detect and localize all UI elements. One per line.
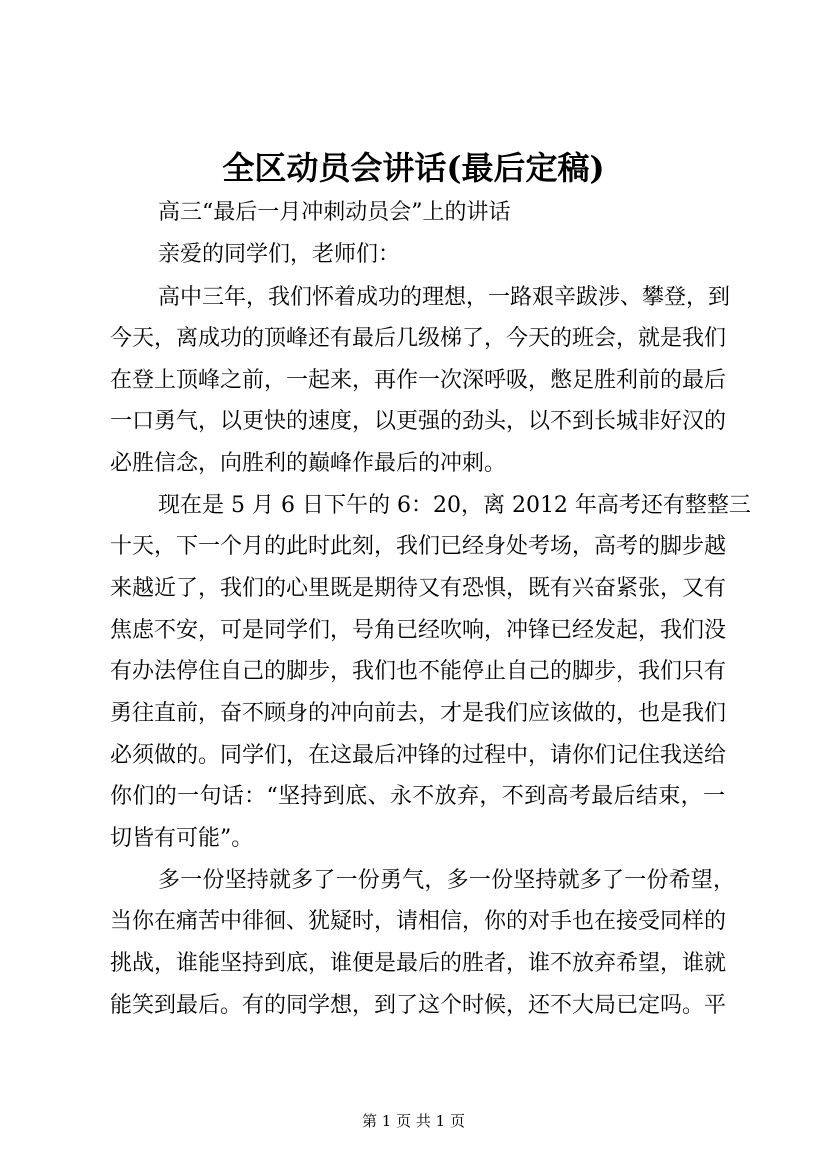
- body-line: 必胜信念，向胜利的巅峰作最后的冲刺。: [110, 451, 507, 476]
- body-line: 一口勇气，以更快的速度，以更强的劲头，以不到长城非好汉的: [110, 409, 727, 434]
- body-line: 多一份坚持就多了一份勇气，多一份坚持就多了一份希望，: [158, 868, 735, 893]
- body-line: 十天，下一个月的此时此刻，我们已经身处考场，高考的脚步越: [110, 534, 727, 559]
- body-line: 高中三年，我们怀着成功的理想，一路艰辛跋涉、攀登，到: [158, 285, 731, 310]
- page-number-footer: 第 1 页 共 1 页: [362, 1112, 465, 1130]
- subtitle-line: 高三“最后一月冲刺动员会”上的讲话: [158, 200, 511, 225]
- body-line: 你们的一句话：“坚持到底、永不放弃，不到高考最后结束，一: [110, 784, 725, 809]
- body-line: 在登上顶峰之前，一起来，再作一次深呼吸，憋足胜利前的最后: [110, 368, 727, 393]
- body-line: 今天，离成功的顶峰还有最后几级梯了，今天的班会，就是我们: [110, 326, 727, 351]
- document-title: 全区动员会讲话(最后定稿): [222, 149, 605, 187]
- body-line: 现在是 5 月 6 日下午的 6：20，离 2012 年高考还有整整三: [158, 493, 751, 518]
- salutation-line: 亲爱的同学们，老师们：: [158, 242, 401, 267]
- body-line: 切皆有可能”。: [110, 826, 254, 851]
- body-line: 有办法停住自己的脚步，我们也不能停止自己的脚步，我们只有: [110, 659, 727, 684]
- body-line: 必须做的。同学们，在这最后冲锋的过程中，请你们记住我送给: [110, 743, 727, 768]
- body-line: 来越近了，我们的心里既是期待又有恐惧，既有兴奋紧张，又有: [110, 576, 727, 601]
- body-line: 焦虑不安，可是同学们，号角已经吹响，冲锋已经发起，我们没: [110, 618, 727, 643]
- body-line: 挑战，谁能坚持到底，谁便是最后的胜者，谁不放弃希望，谁就: [110, 951, 727, 976]
- body-line: 勇往直前，奋不顾身的冲向前去，才是我们应该做的，也是我们: [110, 701, 727, 726]
- body-line: 能笑到最后。有的同学想，到了这个时候，还不大局已定吗。平: [110, 993, 727, 1018]
- body-line: 当你在痛苦中徘徊、犹疑时，请相信，你的对手也在接受同样的: [110, 909, 727, 934]
